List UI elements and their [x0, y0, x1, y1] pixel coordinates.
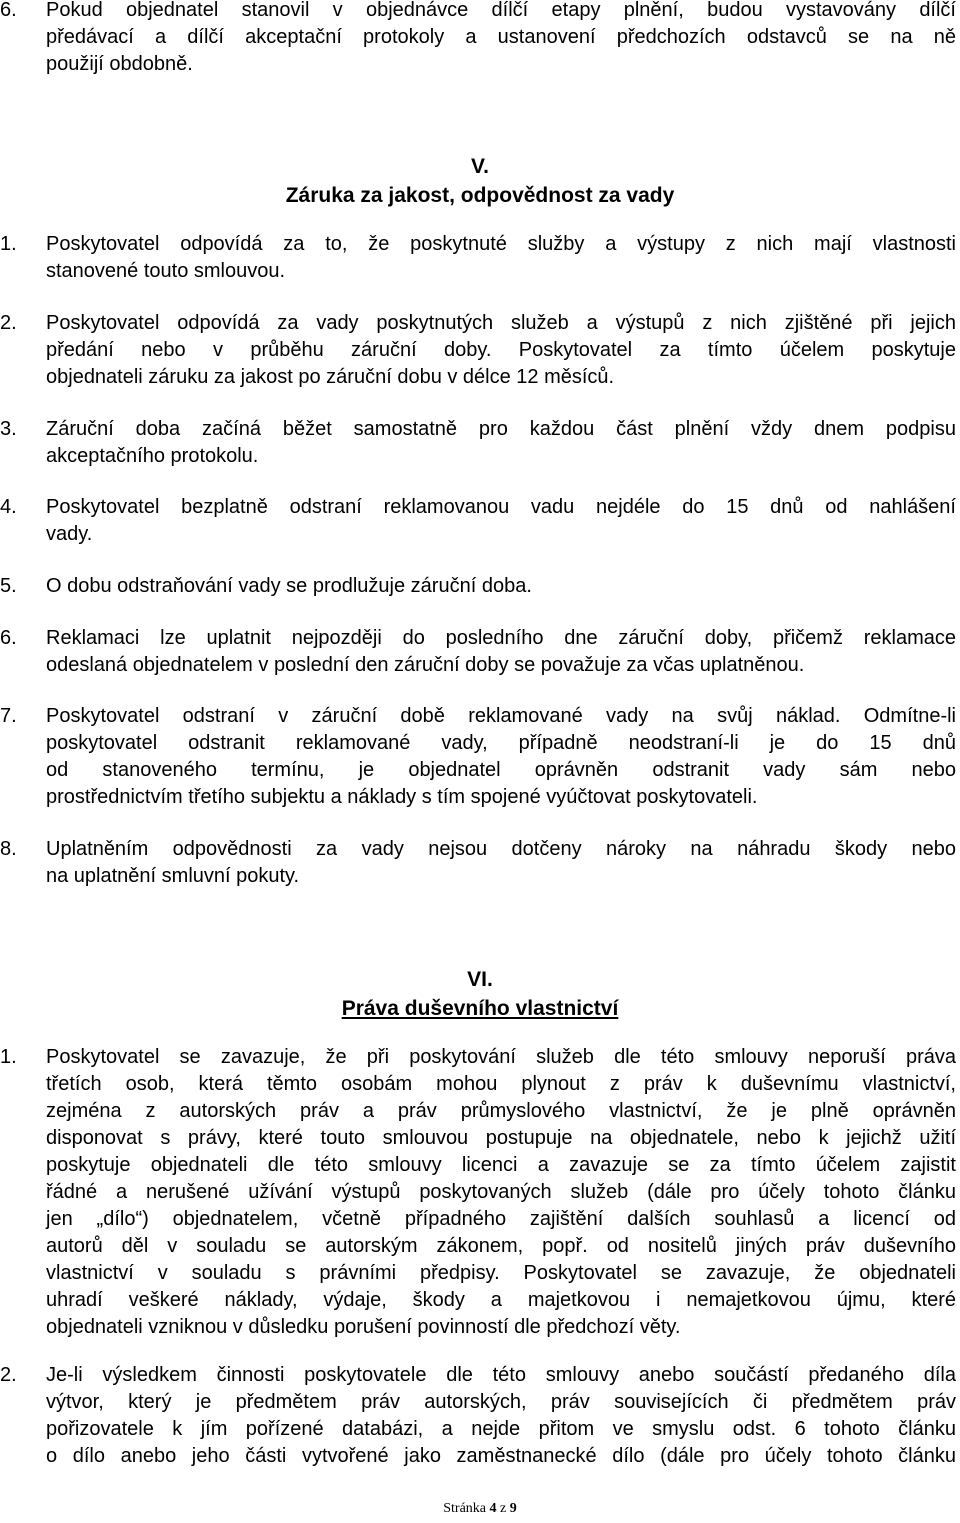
paragraph-line: stanovené touto smlouvou. — [46, 260, 286, 282]
paragraph-line: Poskytovatel se zavazuje, že při poskytování služeb dle této smlouvy neporuší práva — [46, 1046, 956, 1068]
paragraph-line: Poskytovatel odstraní v záruční době reklamované vady na svůj náklad. Odmítne-li — [46, 705, 956, 727]
footer-page-number: 4 — [489, 1501, 497, 1516]
paragraph-line: Poskytovatel odpovídá za vady poskytnutých služeb a výstupů z nich zjištěné při jejich — [46, 312, 956, 334]
section-title: Záruka za jakost, odpovědnost za vady — [285, 184, 675, 207]
list-item — [0, 494, 960, 548]
paragraph-line: o dílo anebo jeho části vytvořené jako zaměstnanecké dílo (dále pro účely tohoto článku — [46, 1445, 956, 1467]
paragraph-line: třetích osob, která těmto osobám mohou plynout z práv k duševnímu vlastnictví, — [46, 1073, 956, 1095]
section-number: VI. — [467, 968, 493, 991]
item-number: 3. — [0, 418, 17, 440]
list-item — [0, 416, 960, 470]
paragraph-line: prostřednictvím třetího subjektu a náklady s tím spojené vyúčtovat poskytovateli. — [46, 786, 758, 808]
section-heading — [0, 965, 960, 1023]
paragraph-line: jen „dílo“) objednatelem, včetně případného zajištění dalších souhlasů a licencí od — [46, 1208, 956, 1230]
paragraph-line: výtvor, který je předmětem práv autorských, práv souvisejících či předmětem práv — [46, 1391, 956, 1413]
paragraph-line: řádné a nerušené užívání výstupů poskytovaných služeb (dále pro účely tohoto článku — [46, 1181, 956, 1203]
item-number: 6. — [0, 0, 17, 21]
paragraph-line: Je-li výsledkem činnosti poskytovatele dle této smlouvy anebo součástí předaného díla — [46, 1364, 956, 1386]
paragraph-line: odeslaná objednatelem v poslední den záruční doby se považuje za včas uplatněnou. — [46, 654, 805, 676]
list-item — [0, 703, 960, 811]
paragraph-line: vlastnictví v souladu s právními předpisy. Poskytovatel se zavazuje, že objednateli — [46, 1262, 956, 1284]
paragraph-line: akceptačního protokolu. — [46, 445, 259, 467]
paragraph-line: předávací a dílčí akceptační protokoly a ustanovení předchozích odstavců se na ně — [46, 26, 956, 48]
item-number: 1. — [0, 1046, 17, 1068]
paragraph-line: objednateli vzniknou v důsledku porušení povinností dle předchozí věty. — [46, 1316, 681, 1338]
list-item — [0, 1044, 960, 1341]
footer-page-total: 9 — [509, 1501, 517, 1516]
item-number: 2. — [0, 312, 17, 334]
paragraph-line: objednateli záruku za jakost po záruční dobu v délce 12 měsíců. — [46, 366, 615, 388]
paragraph-line: Pokud objednatel stanovil v objednávce dílčí etapy plnění, budou vystavovány dílčí — [46, 0, 956, 21]
paragraph-line: na uplatnění smluvní pokuty. — [46, 865, 300, 887]
paragraph-line: použijí obdobně. — [46, 53, 193, 75]
paragraph-line: od stanoveného termínu, je objednatel oprávněn odstranit vady sám nebo — [46, 759, 956, 781]
paragraph-line: pořizovatele k jím pořízené databázi, a nejde přitom ve smyslu odst. 6 tohoto článku — [46, 1418, 956, 1440]
paragraph-line: autorů děl v souladu se autorským zákonem, popř. od nositelů jiných práv duševního — [46, 1235, 956, 1257]
section-number: V. — [471, 155, 489, 178]
intro-paragraph — [0, 0, 960, 78]
paragraph-line: Poskytovatel odpovídá za to, že poskytnuté služby a výstupy z nich mají vlastnosti — [46, 233, 956, 255]
list-item — [0, 836, 960, 890]
paragraph-line: Uplatněním odpovědnosti za vady nejsou dotčeny nároky na náhradu škody nebo — [46, 838, 956, 860]
paragraph-line: poskytuje objednateli dle této smlouvy licenci a zavazuje se za tímto účelem zajistit — [46, 1154, 956, 1176]
paragraph-line: Poskytovatel bezplatně odstraní reklamovanou vadu nejdéle do 15 dnů od nahlášení — [46, 496, 956, 518]
paragraph-line: zejména z autorských práv a práv průmyslového vlastnictví, že je plně oprávněn — [46, 1100, 956, 1122]
paragraph-line: Záruční doba začíná běžet samostatně pro každou část plnění vždy dnem podpisu — [46, 418, 956, 440]
paragraph-line: poskytovatel odstranit reklamované vady, případně neodstraní-li je do 15 dnů — [46, 732, 956, 754]
list-item — [0, 573, 960, 600]
footer-prefix: Stránka — [443, 1501, 487, 1516]
item-number: 6. — [0, 627, 17, 649]
item-number: 5. — [0, 575, 17, 597]
paragraph-line: předání nebo v průběhu záruční doby. Poskytovatel za tímto účelem poskytuje — [46, 339, 956, 361]
item-number: 2. — [0, 1364, 17, 1386]
section-heading — [0, 152, 960, 210]
list-item — [0, 625, 960, 679]
paragraph-line: O dobu odstraňování vady se prodlužuje záruční doba. — [46, 575, 532, 597]
list-item — [0, 231, 960, 285]
paragraph-line: vady. — [46, 523, 93, 545]
footer-separator: z — [500, 1501, 507, 1516]
list-item — [0, 310, 960, 391]
item-number: 1. — [0, 233, 17, 255]
section-title: Práva duševního vlastnictví — [341, 997, 619, 1020]
item-number: 8. — [0, 838, 17, 860]
item-number: 7. — [0, 705, 17, 727]
paragraph-line: disponovat s právy, které touto smlouvou postupuje na objednatele, nebo k jejichž užití — [46, 1127, 956, 1149]
list-item — [0, 1362, 960, 1470]
paragraph-line: uhradí veškeré náklady, výdaje, škody a majetkovou i nemajetkovou újmu, které — [46, 1289, 956, 1311]
item-number: 4. — [0, 496, 17, 518]
page-footer — [0, 1501, 960, 1517]
paragraph-line: Reklamaci lze uplatnit nejpozději do posledního dne záruční doby, přičemž reklamace — [46, 627, 956, 649]
